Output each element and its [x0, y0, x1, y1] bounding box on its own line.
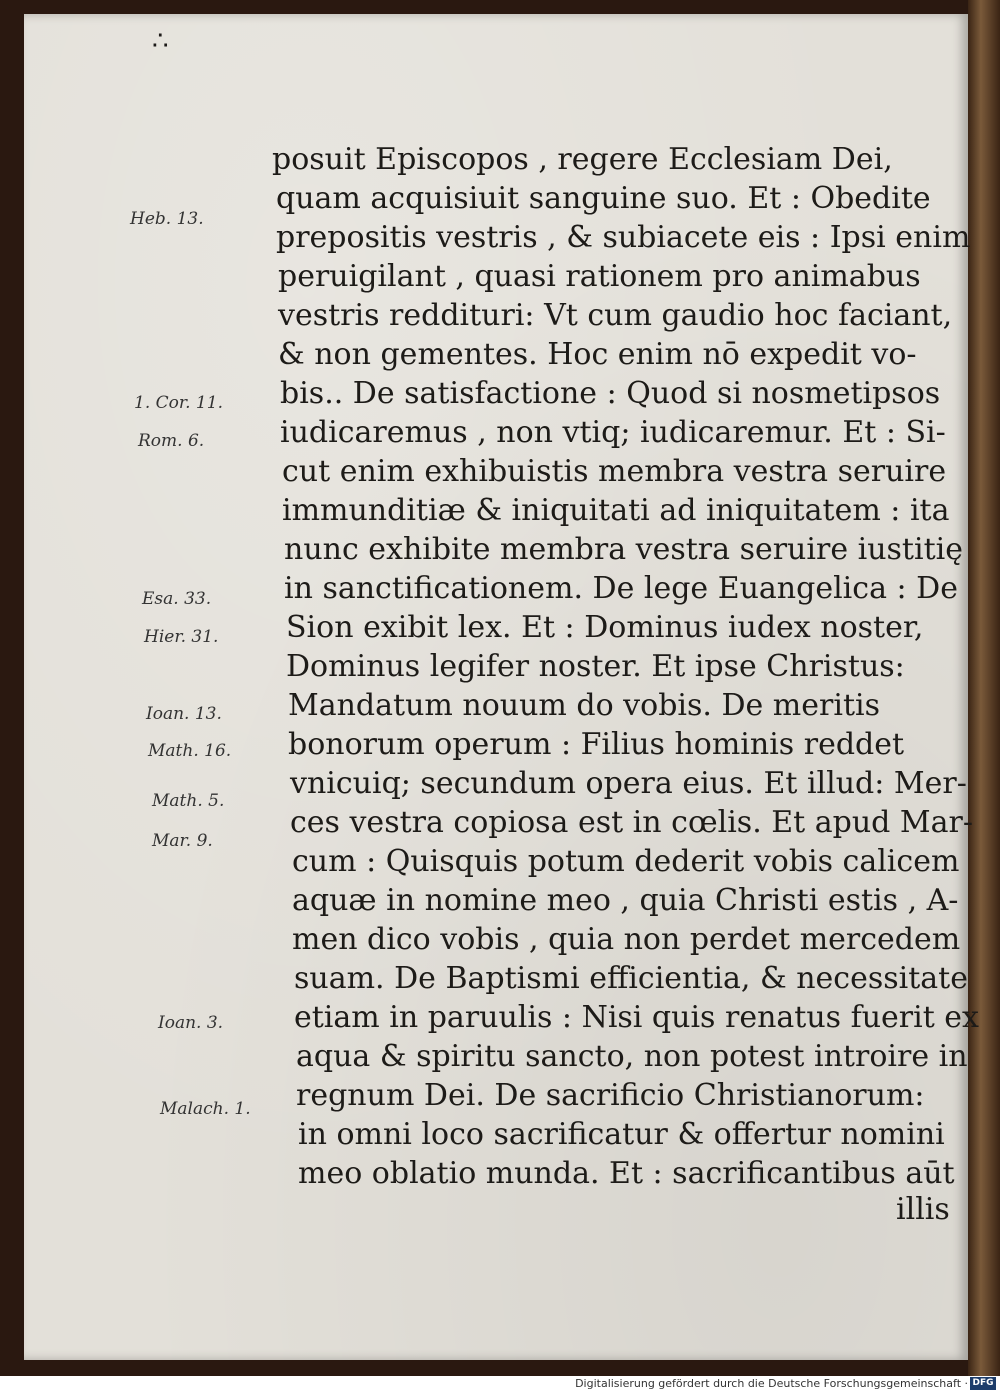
body-line-11: nunc exhibite membra vestra seruire iustitię [284, 532, 963, 567]
funding-notice: Digitalisierung gefördert durch die Deutsche Forschungsgemeinschaft · [575, 1377, 968, 1390]
body-line-16: bonorum operum : Filius hominis reddet [288, 727, 905, 762]
body-line-19: cum : Quisquis potum dederit vobis calicem [292, 844, 960, 879]
body-line-4: peruigilant , quasi rationem pro animabus [278, 259, 921, 294]
body-line-23: etiam in paruulis : Nisi quis renatus fuerit ex [294, 1000, 979, 1035]
body-line-12: in sanctificationem. De lege Euangelica : De [284, 571, 958, 606]
body-line-17: vnicuiq; secundum opera eius. Et illud: Mer- [290, 766, 967, 801]
margin-ref-esa-33: Esa. 33. [142, 589, 212, 609]
ornament-mark: ∴ [152, 26, 165, 56]
body-line-13: Sion exibit lex. Et : Dominus iudex noster, [286, 610, 924, 645]
margin-ref-math-16: Math. 16. [148, 741, 232, 761]
margin-ref-ioan-3: Ioan. 3. [158, 1013, 224, 1033]
body-line-5: vestris reddituri: Vt cum gaudio hoc faciant, [278, 298, 953, 333]
body-line-1: posuit Episcopos , regere Ecclesiam Dei, [272, 142, 893, 177]
body-line-22: suam. De Baptismi efficientia, & necessitate [294, 961, 968, 996]
body-line-27: meo oblatio munda. Et : sacrificantibus aūt [298, 1156, 955, 1191]
body-line-21: men dico vobis , quia non perdet mercedem [292, 922, 961, 957]
margin-ref-hier-31: Hier. 31. [144, 627, 219, 647]
body-line-6: & non gementes. Hoc enim nō expedit vo- [278, 337, 917, 372]
margin-ref-malach-1: Malach. 1. [160, 1099, 251, 1119]
margin-ref-heb-13: Heb. 13. [130, 209, 204, 229]
margin-ref-ioan-13: Ioan. 13. [146, 704, 222, 724]
body-line-3: prepositis vestris , & subiacete eis : Ipsi enim [276, 220, 971, 255]
body-line-18: ces vestra copiosa est in cœlis. Et apud Mar- [290, 805, 973, 840]
body-line-25: regnum Dei. De sacrificio Christianorum: [296, 1078, 925, 1113]
body-line-15: Mandatum nouum do vobis. De meritis [288, 688, 880, 723]
margin-ref-math-5: Math. 5. [152, 791, 225, 811]
margin-ref-rom-6: Rom. 6. [138, 431, 205, 451]
body-line-7: bis.. De satisfactione : Quod si nosmetipsos [280, 376, 941, 411]
body-line-9: cut enim exhibuistis membra vestra seruire [282, 454, 947, 489]
body-line-2: quam acquisiuit sanguine suo. Et : Obedite [276, 181, 931, 216]
digitization-footer [0, 1376, 1000, 1392]
body-line-10: immunditiæ & iniquitati ad iniquitatem : ita [282, 493, 950, 528]
catchword: illis [896, 1192, 950, 1227]
body-line-14: Dominus legifer noster. Et ipse Christus: [286, 649, 905, 684]
margin-ref-mar-9: Mar. 9. [152, 831, 213, 851]
body-line-20: aquæ in nomine meo , quia Christi estis , A- [292, 883, 959, 918]
dfg-logo: DFG [970, 1377, 996, 1390]
body-line-26: in omni loco sacrificatur & offertur nomini [298, 1117, 945, 1152]
body-line-8: iudicaremus , non vtiq; iudicaremur. Et : Si- [280, 415, 946, 450]
body-line-24: aqua & spiritu sancto, non potest introire in [296, 1039, 968, 1074]
margin-ref-1-cor-11: 1. Cor. 11. [134, 393, 223, 413]
